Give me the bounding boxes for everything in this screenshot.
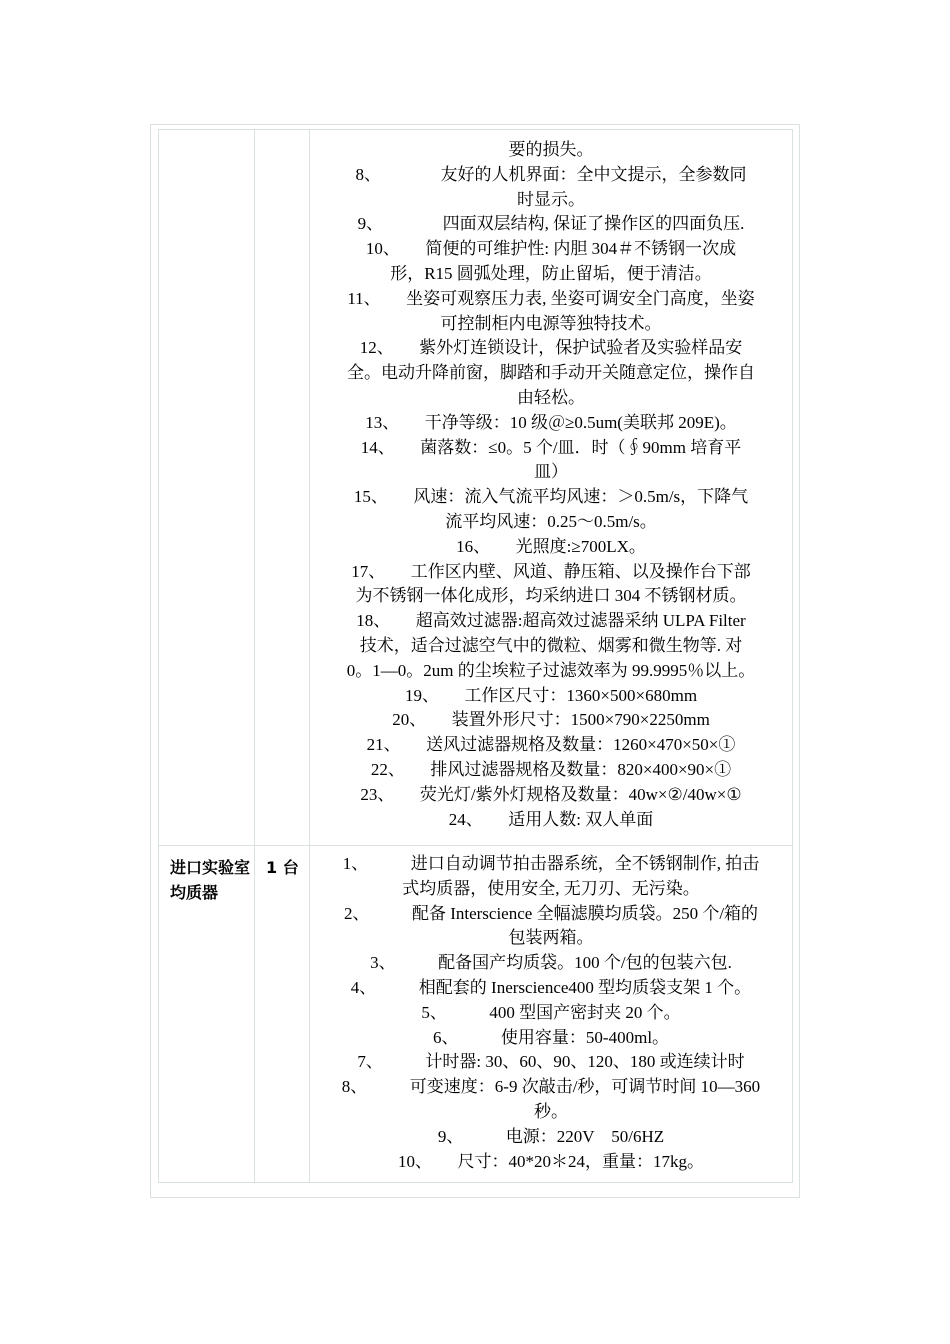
- table-row: [159, 130, 793, 846]
- spec-line: 技术，适合过滤空气中的微粒、烟雾和微生物等. 对: [359, 635, 743, 655]
- spec-line: 7、 计时器: 30、60、90、120、180 或连续计时: [357, 1052, 745, 1072]
- spec-line: 15、 风速：流入气流平均风速：＞0.5m/s，下降气: [353, 487, 749, 507]
- spec-line: 23、 荧光灯/紫外灯规格及数量：40w×②/40w×①: [360, 784, 742, 804]
- spec-line: 10、 简便的可维护性: 内胆 304＃不锈钢一次成: [365, 239, 737, 259]
- spec-line: 由轻松。: [517, 387, 585, 407]
- spec-line: 秒。: [534, 1101, 568, 1121]
- spec-line: 2、 配备 Interscience 全幅滤膜均质袋。250 个/箱的: [343, 903, 759, 923]
- spec-line: 时显示。: [517, 189, 585, 209]
- spec-line: 18、 超高效过滤器:超高效过滤器采纳 ULPA Filter: [356, 611, 746, 631]
- spec-line: 可控制柜内电源等独特技术。: [440, 313, 662, 333]
- spec-line: 5、 400 型国产密封夹 20 个。: [421, 1002, 681, 1022]
- equipment-name-cell: [159, 130, 255, 846]
- spec-line: 包装两箱。: [508, 928, 594, 948]
- quantity-cell: 1 台: [255, 846, 310, 1183]
- spec-line: 要的损失。: [508, 140, 594, 159]
- specification-cell: [310, 846, 793, 1183]
- spec-line: 为不锈钢一体化成形，均采纳进口 304 不锈钢材质。: [355, 586, 747, 606]
- spec-line: 0。1—0。2um 的尘埃粒子过滤效率为 99.9995％以上。: [346, 660, 756, 680]
- spec-line: 13、 干净等级：10 级＠≥0.5um(美联邦 209E)。: [365, 412, 737, 432]
- spec-line: 11、 坐姿可观察压力表, 坐姿可调安全门高度，坐姿: [347, 288, 755, 308]
- spec-line: 形，R15 圆弧处理，防止留垢，便于清洁。: [390, 263, 712, 283]
- equipment-spec-table: [158, 129, 793, 1183]
- spec-line: 9、 电源：220V 50/6HZ: [437, 1126, 665, 1146]
- spec-line: 24、 适用人数: 双人单面: [448, 809, 654, 829]
- spec-line: 16、 光照度:≥700LX。: [456, 536, 646, 556]
- spec-line: 19、 工作区尺寸：1360×500×680mm: [404, 685, 698, 705]
- spec-line: 20、 装置外形尺寸：1500×790×2250mm: [392, 710, 710, 730]
- spec-line: 皿）: [534, 462, 568, 482]
- spec-line: 3、 配备国产均质袋。100 个/包的包装六包.: [370, 953, 732, 973]
- spec-line: 9、 四面双层结构, 保证了操作区的四面负压.: [357, 214, 745, 234]
- spec-line: 12、 紫外灯连锁设计，保护试验者及实验样品安: [359, 338, 743, 358]
- spec-line: 6、 使用容量：50-400ml。: [432, 1027, 670, 1047]
- spec-line: 式均质器，使用安全, 无刀刃、无污染。: [402, 878, 700, 898]
- equipment-name-cell: 进口实验室均质器: [159, 846, 255, 1183]
- spec-line: 21、 送风过滤器规格及数量：1260×470×50×①: [366, 735, 736, 755]
- spec-line: 4、 相配套的 Inerscience400 型均质袋支架 1 个。: [350, 977, 752, 997]
- spec-line: 全。电动升降前窗，脚踏和手动开关随意定位，操作自: [347, 363, 755, 383]
- spec-line: 8、 友好的人机界面：全中文提示，全参数同: [355, 164, 747, 184]
- spec-line: 22、 排风过滤器规格及数量：820×400×90×①: [370, 759, 732, 779]
- spec-line: 10、 尺寸：40*20＊24，重量：17kg。: [398, 1151, 704, 1171]
- table-row: [159, 846, 793, 1183]
- spec-line: 1、 进口自动调节拍击器系统，全不锈钢制作, 拍击: [342, 854, 760, 873]
- spec-line: 流平均风速：0.25～0.5m/s。: [445, 511, 657, 531]
- specification-cell: [310, 130, 793, 846]
- spec-line: 17、 工作区内壁、风道、静压箱、以及操作台下部: [351, 561, 751, 581]
- spec-line: 14、 菌落数：≤0。5 个/皿．时（∮90mm 培育平: [360, 437, 742, 457]
- spec-line: 8、 可变速度：6-9 次敲击/秒，可调节时间 10—360: [341, 1077, 761, 1097]
- quantity-cell: [255, 130, 310, 846]
